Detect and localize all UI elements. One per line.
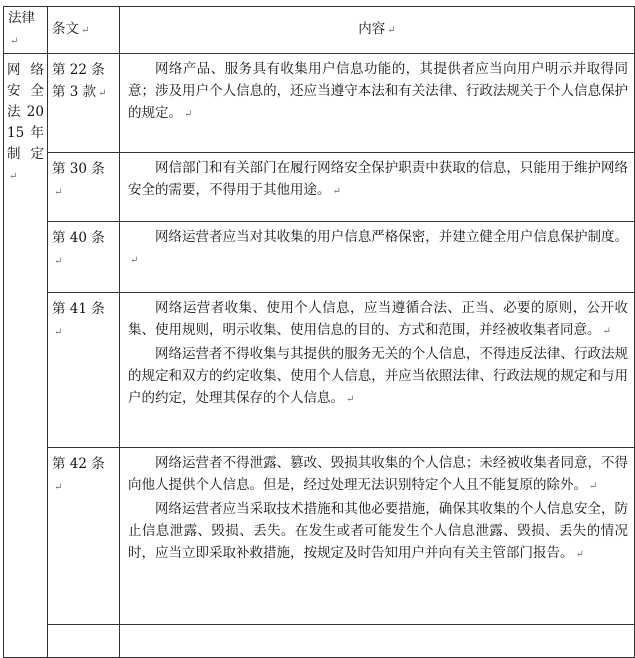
table-row (4, 222, 635, 293)
law-table (3, 6, 635, 658)
table-row (4, 153, 635, 222)
content-cell: 网络运营者应当对其收集的用户信息严格保密，并建立健全用户信息保护制度。↵ (120, 222, 635, 293)
header-article: 条文 ↵ (48, 7, 120, 54)
content-cell: 网络运营者不得泄露、篡改、毁损其收集的个人信息；未经被收集者同意，不得向他人提供个人信息。但是，经过处理无法识别特定个人且不能复原的除外。 ↵ 网络运营者应当采取技术措施和其他必要措施，确保其收集的个人信息安全，防止信息泄露、毁损、丢失。在发生或者可能发生个人信息泄露、毁损、丢失的情况时，应当立即采取补救措施，按规定及时告知用户并向有关主管部门报告。 ↵ (120, 448, 635, 625)
header-content: 内容 ↵ (120, 7, 635, 54)
content-cell-empty (120, 625, 635, 658)
article-cell: 第 41 条↵ (48, 293, 120, 448)
article-cell: 第 30 条↵ (48, 153, 120, 222)
article-cell: 第 42 条↵ (48, 448, 120, 625)
table-row (4, 293, 635, 448)
article-cell: 第 40 条↵ (48, 222, 120, 293)
table-header-row (4, 7, 635, 54)
article-cell-empty (48, 625, 120, 658)
content-cell: 网信部门和有关部门在履行网络安全保护职责中获取的信息，只能用于维护网络安全的需要，不得用于其他用途。 ↵ (120, 153, 635, 222)
table-row (4, 54, 635, 153)
law-name-cell: 网 络 安 全 法 2015 年 制 定↵ (4, 54, 48, 658)
content-cell: 网络产品、服务具有收集用户信息功能的，其提供者应当向用户明示并取得同意；涉及用户个人信息的，还应当遵守本法和有关法律、行政法规关于个人信息保护的规定。 ↵ (120, 54, 635, 153)
article-cell: 第 22 条第 3 款 ↵ (48, 54, 120, 153)
table-row (4, 448, 635, 625)
header-law: 法律↵ (4, 7, 48, 54)
content-cell: 网络运营者收集、使用个人信息，应当遵循合法、正当、必要的原则，公开收集、使用规则，明示收集、使用信息的目的、方式和范围，并经被收集者同意。 ↵ 网络运营者不得收集与其提供的服务无关的个人信息，不得违反法律、行政法规的规定和双方的约定收集、使用个人信息，并应当依照法律、行政法规的规定和与用户的约定，处理其保存的个人信息。 ↵ (120, 293, 635, 448)
table-row-empty (4, 625, 635, 658)
